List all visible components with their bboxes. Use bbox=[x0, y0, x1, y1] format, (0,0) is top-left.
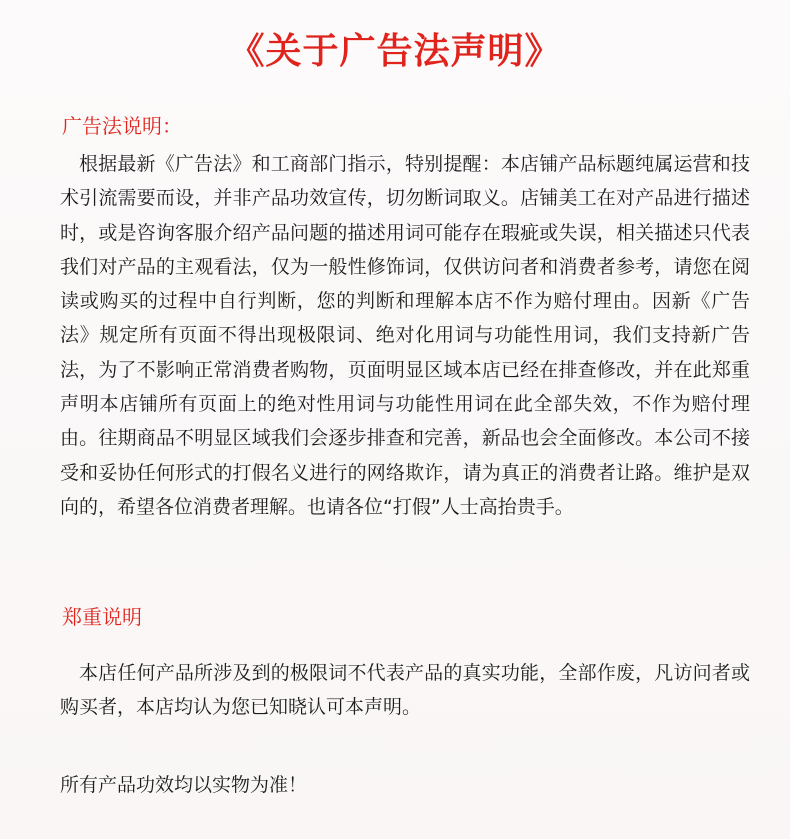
ad-law-explanation-paragraph: 根据最新《广告法》和工商部门指示，特别提醒：本店铺产品标题纯属运营和技术引流需要而设，并非产品功效宣传，切勿断词取义。店铺美工在对产品进行描述时，或是咨询客服介绍产品问题的描述用词可能存在瑕疵或失误，相关描述只代表我们对产品的主观看法，仅为一般性修饰词，仅供访问者和消费者参考，请您在阅读或购买的过程中自行判断，您的判断和理解本店不作为赔付理由。因新《广告法》规定所有页面不得出现极限词、绝对化用词与功能性用词，我们支持新广告法，为了不影响正常消费者购物，页面明显区域本店已经在排查修改，并在此郑重声明本店铺所有页面上的绝对性用词与功能性用词在此全部失效，不作为赔付理由。往期商品不明显区域我们会逐步排查和完善，新品也会全面修改。本公司不接受和妥协任何形式的打假名义进行的网络欺诈，请为真正的消费者让路。维护是双向的，希望各位消费者理解。也请各位“打假”人士高抬贵手。 bbox=[60, 153, 750, 518]
solemn-statement-paragraph: 本店任何产品所涉及到的极限词不代表产品的真实功能，全部作废，凡访问者或购买者，本店均认为您已知晓认可本声明。 bbox=[60, 662, 750, 719]
section-heading-ad-law: 广告法说明： bbox=[62, 114, 182, 138]
page-title: 《关于广告法声明》 bbox=[228, 31, 562, 72]
section-heading-solemn-statement: 郑重说明 bbox=[62, 605, 142, 629]
footer-note: 所有产品功效均以实物为准！ bbox=[60, 774, 308, 796]
